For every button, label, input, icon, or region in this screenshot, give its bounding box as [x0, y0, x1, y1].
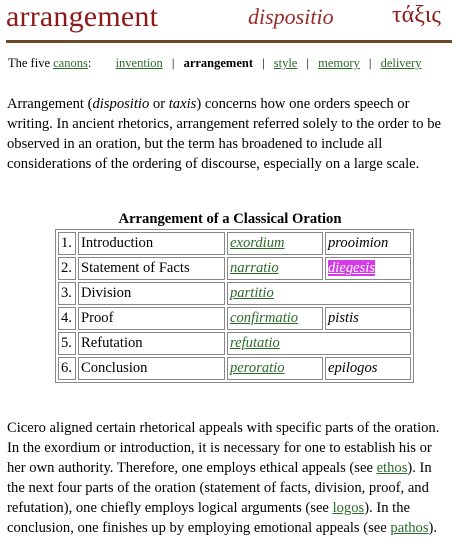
nav-item-delivery[interactable]: delivery: [380, 56, 422, 70]
greek-term-cell: pistis: [328, 310, 359, 326]
greek-term: τάξις: [392, 2, 441, 28]
latin-link[interactable]: partitio: [230, 285, 274, 301]
latin-term: dispositio: [248, 4, 334, 29]
nav-item-style[interactable]: style: [273, 56, 298, 70]
closing-text: ). In the next four parts of the oration (statement of facts, division, proof, and refutation), one chiefly employs logical arguments (see: [7, 460, 432, 516]
latin-link[interactable]: exordium: [230, 235, 285, 251]
english-term: Refutation: [78, 332, 225, 355]
table-row: [58, 357, 411, 380]
row-number: 2.: [58, 257, 76, 280]
greek-term-cell: epilogos: [328, 360, 378, 376]
nav-item-memory[interactable]: memory: [318, 56, 360, 70]
intro-term-taxis: taxis: [168, 96, 197, 112]
intro-term-dispositio: dispositio: [92, 96, 150, 112]
nav-prefix: The five: [8, 56, 50, 70]
header-divider: [6, 40, 452, 43]
canons-link[interactable]: canons: [53, 56, 88, 70]
logos-link[interactable]: logos: [332, 500, 365, 516]
canons-nav: [8, 56, 422, 71]
intro-paragraph: [7, 94, 451, 174]
intro-text: Arrangement (: [7, 96, 93, 112]
english-term: Proof: [78, 307, 225, 330]
table-row: [58, 332, 411, 355]
nav-separator: |: [306, 56, 309, 70]
closing-text: Cicero aligned certain rhetorical appeals with specific parts of the oration. In the exordium or introduction, it is necessary for one to establish his or her own authority. Therefore, one employs ethical appeals (see: [7, 420, 440, 476]
nav-separator: |: [368, 56, 372, 70]
ethos-link[interactable]: ethos: [376, 460, 408, 476]
english-term: Statement of Facts: [78, 257, 225, 280]
row-number: 3.: [58, 282, 76, 305]
latin-link[interactable]: narratio: [230, 260, 279, 276]
latin-link[interactable]: refutatio: [230, 335, 280, 351]
row-number: 1.: [58, 232, 76, 255]
closing-text: ).: [428, 520, 438, 536]
pathos-link[interactable]: pathos: [390, 520, 429, 536]
nav-separator: |: [171, 56, 175, 70]
table-row: [58, 282, 411, 305]
closing-text: ). In the conclusion, one finishes up by employing emotional appeals (see: [7, 500, 410, 536]
oration-table: [55, 229, 414, 383]
row-number: 6.: [58, 357, 76, 380]
greek-link-highlighted[interactable]: diegesis: [328, 260, 376, 276]
greek-term-cell: prooimion: [328, 235, 389, 251]
row-number: 5.: [58, 332, 76, 355]
english-term: Conclusion: [78, 357, 225, 380]
table-row: [58, 307, 411, 330]
nav-colon: :: [87, 56, 92, 70]
nav-item-invention[interactable]: invention: [115, 56, 163, 70]
table-caption: Arrangement of a Classical Oration: [118, 211, 342, 227]
table-row: [58, 232, 411, 255]
nav-item-arrangement: arrangement: [183, 56, 253, 70]
english-term: Division: [78, 282, 225, 305]
closing-paragraph: [7, 418, 451, 538]
table-row: [58, 257, 411, 280]
intro-text: ) concerns how one orders speech or writing. In ancient rhetorics, arrangement referred solely to the order to be observed in an oration, but the term has broadened to include all considerations of the ordering of discourse, especially on a large scale.: [7, 96, 441, 172]
latin-link[interactable]: confirmatio: [230, 310, 299, 326]
intro-text: or: [149, 96, 169, 112]
english-term: Introduction: [78, 232, 225, 255]
latin-link[interactable]: peroratio: [230, 360, 285, 376]
page-title: arrangement: [6, 0, 159, 33]
row-number: 4.: [58, 307, 76, 330]
page-header: [0, 0, 457, 40]
nav-separator: |: [262, 56, 265, 70]
